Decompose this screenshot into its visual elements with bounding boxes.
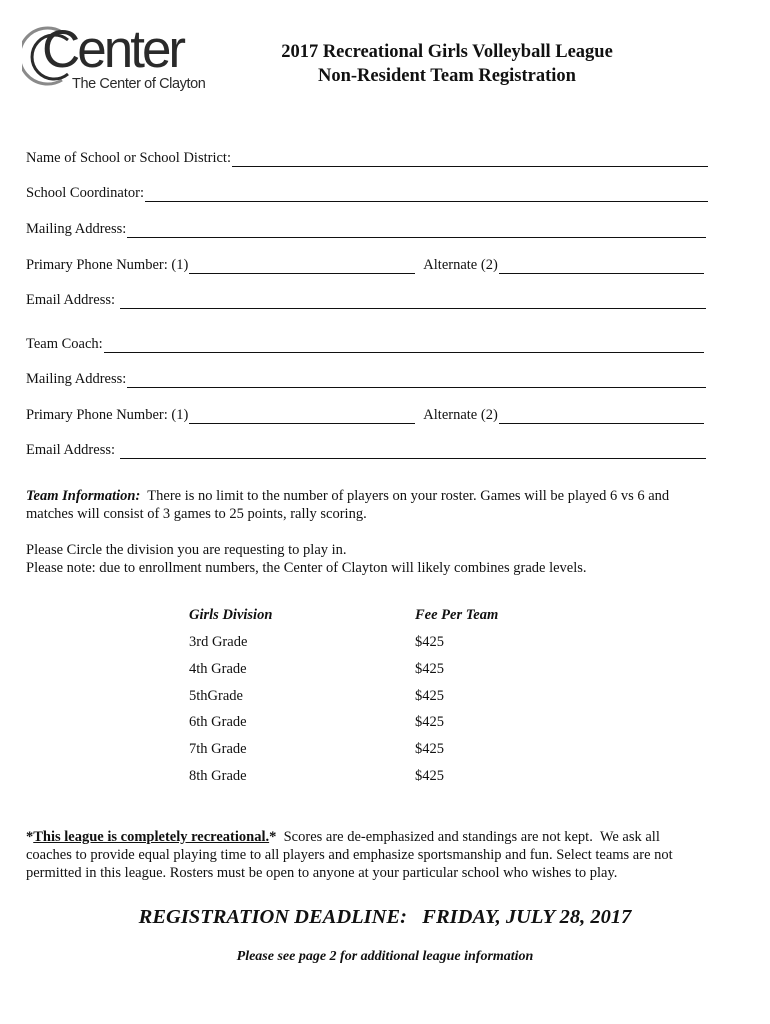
coach-mailing-label: Mailing Address: [26,371,127,387]
division-cell[interactable]: 8th Grade [189,768,247,784]
instructions-paragraph [26,541,716,577]
instructions-line1: Please Circle the division you are requesting to play in. [26,542,347,558]
division-cell[interactable]: 6th Grade [189,714,247,730]
school-coordinator-field [26,185,708,202]
coach-email-input[interactable] [120,444,706,459]
coach-mailing-field [26,371,706,388]
team-information-line1: There is no limit to the number of players on your roster. Games will be played 6 vs 6 and [147,488,670,504]
registration-deadline: REGISTRATION DEADLINE: FRIDAY, JULY 28, 2017 [138,906,632,928]
school-phone-input[interactable] [189,259,415,274]
recreational-emphasis: This league is completely recreational. [33,829,270,845]
logo-wordmark: Center [42,20,184,79]
school-coordinator-label: School Coordinator: [26,185,145,201]
division-column-header: Girls Division [189,607,273,623]
school-alt-phone-input[interactable] [499,259,704,274]
division-cell[interactable]: 5thGrade [189,688,243,704]
team-coach-label: Team Coach: [26,336,103,352]
school-mailing-field [26,221,706,238]
school-phone-label: Primary Phone Number: (1) [26,257,189,273]
school-mailing-label: Mailing Address: [26,221,127,237]
school-email-label: Email Address: [26,292,116,308]
fee-cell: $425 [415,714,444,730]
coach-phone-input[interactable] [189,409,415,424]
additional-info-note: Please see page 2 for additional league information [236,949,534,964]
team-coach-field [26,336,704,353]
school-alt-phone-label: Alternate (2) [423,257,498,273]
fee-cell: $425 [415,688,444,704]
school-email-field [26,292,706,309]
recreational-line3: permitted in this league. Rosters must be open to anyone at your particular school who wishes to play. [26,865,618,881]
school-name-field [26,150,708,167]
recreational-star-close: * [269,829,277,845]
team-information-line2: matches will consist of 3 games to 25 points, rally scoring. [26,506,367,522]
center-of-clayton-logo [22,22,217,100]
coach-email-field [26,442,706,459]
school-mailing-input[interactable] [127,223,706,238]
division-cell[interactable]: 7th Grade [189,741,247,757]
school-coordinator-input[interactable] [145,187,708,202]
recreational-line1: Scores are de-emphasized and standings are not kept. We ask all [276,829,660,845]
coach-phone-field [26,407,704,424]
coach-email-label: Email Address: [26,442,116,458]
fee-cell: $425 [415,661,444,677]
page-subtitle: Non-Resident Team Registration [318,66,576,86]
fee-cell: $425 [415,768,444,784]
school-name-input[interactable] [232,152,708,167]
school-name-label: Name of School or School District: [26,150,231,166]
team-coach-input[interactable] [104,338,704,353]
fee-cell: $425 [415,634,444,650]
coach-alt-phone-input[interactable] [499,409,704,424]
coach-mailing-input[interactable] [127,373,706,388]
division-cell[interactable]: 4th Grade [189,661,247,677]
logo-subtitle: The Center of Clayton [72,76,206,92]
instructions-line2: Please note: due to enrollment numbers, the Center of Clayton will likely combines grade levels. [26,560,587,576]
recreational-line2: coaches to provide equal playing time to all players and emphasize sportsmanship and fun. Select teams are not [26,847,673,863]
school-phone-field [26,257,704,274]
team-information-heading: Team Information: [26,488,141,504]
coach-phone-label: Primary Phone Number: (1) [26,407,189,423]
recreational-paragraph [26,828,716,882]
division-cell[interactable]: 3rd Grade [189,634,248,650]
page-title: 2017 Recreational Girls Volleyball League [281,42,613,62]
team-information-paragraph [26,487,716,523]
fee-cell: $425 [415,741,444,757]
coach-alt-phone-label: Alternate (2) [423,407,498,423]
recreational-star-open: * [26,829,34,845]
fee-column-header: Fee Per Team [415,607,499,623]
school-email-input[interactable] [120,294,706,309]
